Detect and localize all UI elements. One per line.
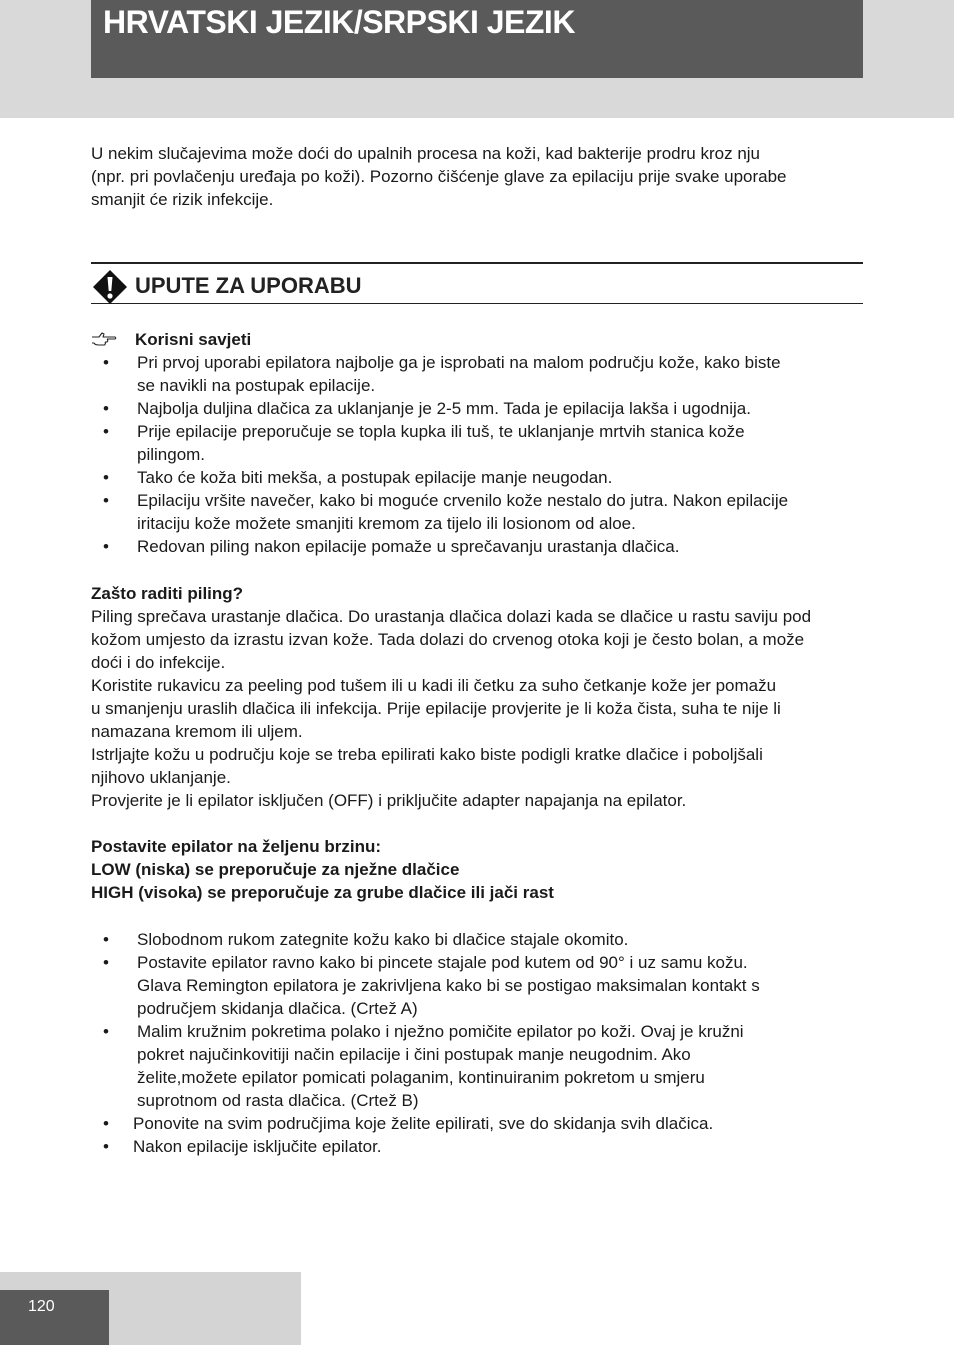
steps-list — [91, 928, 866, 1158]
speed-line: LOW (niska) se preporučuje za nježne dlačice — [91, 860, 460, 879]
list-item: • Malim kružnim pokretima polako i nježno pomičite epilator po koži. Ovaj je kružni pokret najučinkovitiji način epilacije i čini postupak manje neugodnim. Ako želite,možete epilator pomicati polaganim, kontinuiranim pokretom u smjeru suprotnom od rasta dlačica. (Crtež B) — [91, 1020, 866, 1112]
list-item: • Postavite epilator ravno kako bi pincete stajale pod kutem od 90° i uz samu kožu. Glava Remington epilatora je zakrivljena kako bi se postigao maksimalan kontakt s područjem skidanja dlačica. (Crtež A) — [91, 951, 866, 1020]
why-line: u smanjenju uraslih dlačica ili infekcija. Prije epilacije provjerite je li koža čista, suha te nije li — [91, 699, 781, 718]
intro-paragraph — [91, 142, 866, 211]
tips-heading-row — [91, 328, 866, 351]
speed-line: Postavite epilator na željenu brzinu: — [91, 837, 381, 856]
why-line: njihovo uklanjanje. — [91, 768, 231, 787]
why-line: doći i do infekcije. — [91, 653, 226, 672]
pointing-hand-icon — [91, 331, 117, 347]
why-line: Koristite rukavicu za peeling pod tušem ili u kadi ili četku za suho četkanje kože jer pomažu — [91, 676, 777, 695]
list-item: • Epilaciju vršite navečer, kako bi moguće crvenilo kože nestalo do jutra. Nakon epilacije iritaciju kože možete smanjiti kremom za tijelo ili losionom od aloe. — [91, 489, 866, 535]
steps-block — [91, 928, 866, 1158]
list-item: • Slobodnom rukom zategnite kožu kako bi dlačice stajale okomito. — [91, 928, 866, 951]
list-item: • Prije epilacije preporučuje se topla kupka ili tuš, te uklanjanje mrtvih stanica kože pilingom. — [91, 420, 866, 466]
page-number-box — [0, 1290, 109, 1345]
list-item: • Najbolja duljina dlačica za uklanjanje je 2-5 mm. Tada je epilacija lakša i ugodnija. — [91, 397, 866, 420]
speed-line: HIGH (visoka) se preporučuje za grube dlačice ili jači rast — [91, 883, 554, 902]
page-title: HRVATSKI JEZIK/SRPSKI JEZIK — [103, 4, 575, 40]
section-title: UPUTE ZA UPORABU — [135, 273, 362, 298]
why-line: Istrljajte kožu u području koje se treba epilirati kako biste podigli kratke dlačice i poboljšali — [91, 745, 763, 764]
speed-settings — [91, 835, 866, 904]
title-bar — [91, 0, 863, 78]
intro-line: U nekim slučajevima može doći do upalnih procesa na koži, kad bakterije prodru kroz nju — [91, 144, 761, 163]
why-peeling-block — [91, 582, 866, 812]
list-item: • Pri prvoj uporabi epilatora najbolje ga je isprobati na malom području kože, kako biste se navikli na postupak epilacije. — [91, 351, 866, 397]
list-item: • Redovan piling nakon epilacije pomaže u sprečavanju urastanja dlačica. — [91, 535, 866, 558]
why-heading: Zašto raditi piling? — [91, 584, 244, 603]
warning-icon — [92, 269, 128, 305]
tips-list — [91, 351, 866, 558]
why-line: namazana kremom ili uljem. — [91, 722, 303, 741]
list-item: • Ponovite na svim područjima koje želite epilirati, sve do skidanja svih dlačica. — [91, 1112, 866, 1135]
tips-heading: Korisni savjeti — [135, 330, 252, 349]
list-item: • Tako će koža biti mekša, a postupak epilacije manje neugodan. — [91, 466, 866, 489]
why-line: Provjerite je li epilator isključen (OFF) i priključite adapter napajanja na epilator. — [91, 791, 687, 810]
intro-line: (npr. pri povlačenju uređaja po koži). Pozorno čišćenje glave za epilaciju prije svake uporabe — [91, 167, 787, 186]
tips-block — [91, 328, 866, 558]
why-line: Piling sprečava urastanje dlačica. Do urastanja dlačica dolazi kada se dlačice u rastu saviju pod — [91, 607, 812, 626]
intro-line: smanjit će rizik infekcije. — [91, 190, 274, 209]
page-number: 120 — [28, 1298, 55, 1315]
why-line: kožom umjesto da izrastu izvan kože. Tada dolazi do crvenog otoka koji je često bolan, a može — [91, 630, 805, 649]
list-item: • Nakon epilacije isključite epilator. — [91, 1135, 866, 1158]
section-header — [91, 262, 863, 304]
